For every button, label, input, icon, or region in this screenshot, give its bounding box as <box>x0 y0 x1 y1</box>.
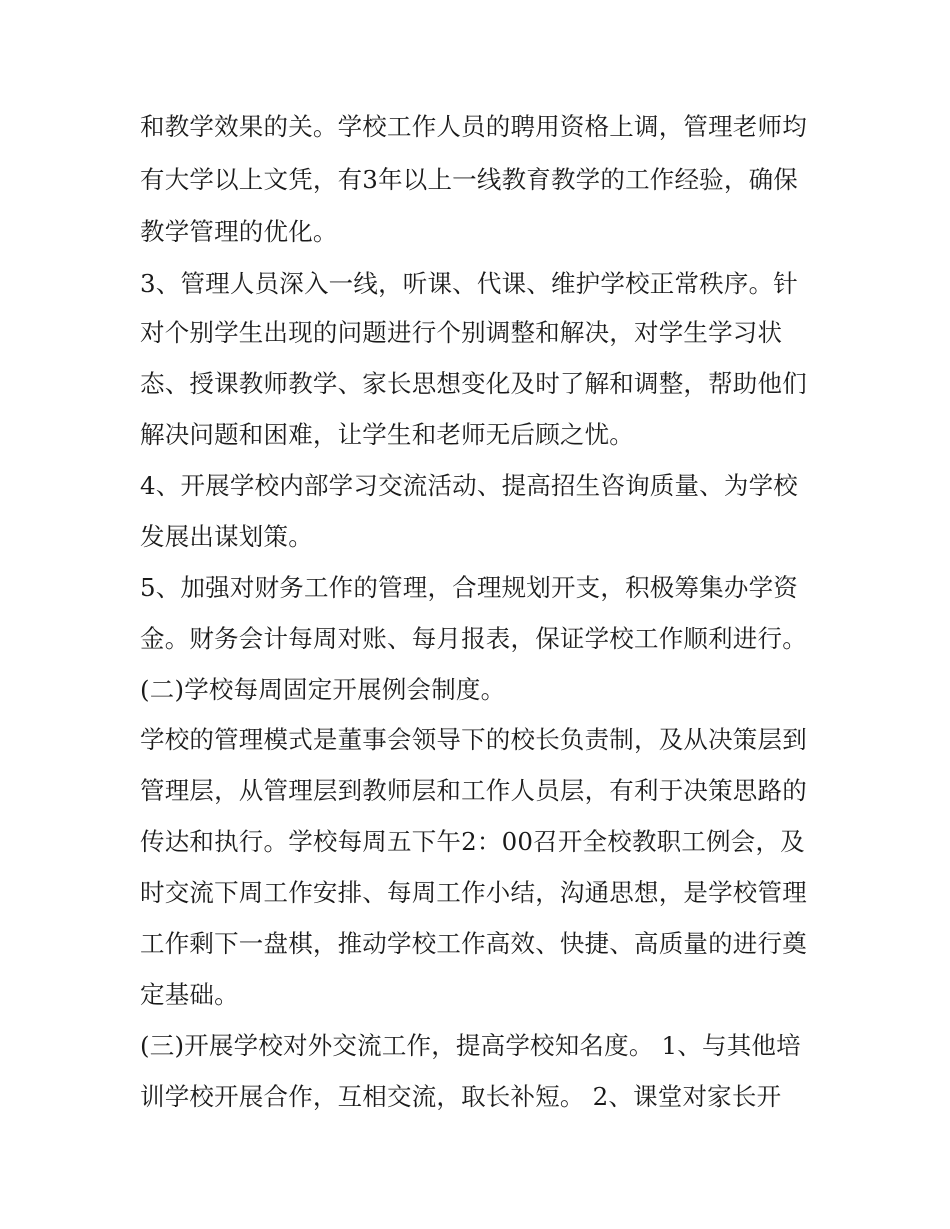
text-line: 金。财务会计每周对账、每月报表，保证学校工作顺利进行。 <box>140 624 807 653</box>
text-line: 对个别学生出现的问题进行个别调整和解决，对学生学习状 <box>140 318 783 347</box>
text-line: 有大学以上文凭，有3年以上一线教育教学的工作经验，确保 <box>140 165 798 194</box>
text-line: 发展出谋划策。 <box>140 522 313 551</box>
text-line: 工作剩下一盘棋，推动学校工作高效、快捷、高质量的进行奠 <box>140 929 807 958</box>
text-line: 教学管理的优化。 <box>140 217 338 246</box>
text-line: 4、开展学校内部学习交流活动、提高招生咨询质量、为学校 <box>140 471 798 500</box>
text-line: 5、加强对财务工作的管理，合理规划开支，积极筹集办学资 <box>140 573 798 602</box>
section-heading: (三)开展学校对外交流工作，提高学校知名度。 1、与其他培 <box>140 1031 801 1060</box>
text-line: 态、授课教师教学、家长思想变化及时了解和调整，帮助他们 <box>140 369 807 398</box>
text-line: 和教学效果的关。学校工作人员的聘用资格上调，管理老师均 <box>140 112 807 141</box>
text-line: 解决问题和困难，让学生和老师无后顾之忧。 <box>140 420 634 449</box>
section-heading: (二)学校每周固定开展例会制度。 <box>140 675 506 704</box>
text-line: 训学校开展合作，互相交流，取长补短。 2、课堂对家长开 <box>140 1082 782 1111</box>
text-line: 3、管理人员深入一线，听课、代课、维护学校正常秩序。针 <box>140 269 798 298</box>
text-line: 学校的管理模式是董事会领导下的校长负责制，及从决策层到 <box>140 725 807 754</box>
text-line: 管理层，从管理层到教师层和工作人员层，有利于决策思路的 <box>140 776 807 805</box>
text-line: 时交流下周工作安排、每周工作小结，沟通思想，是学校管理 <box>140 878 807 907</box>
text-line: 定基础。 <box>140 980 239 1009</box>
text-line: 传达和执行。学校每周五下午2：00召开全校教职工例会，及 <box>140 827 805 856</box>
